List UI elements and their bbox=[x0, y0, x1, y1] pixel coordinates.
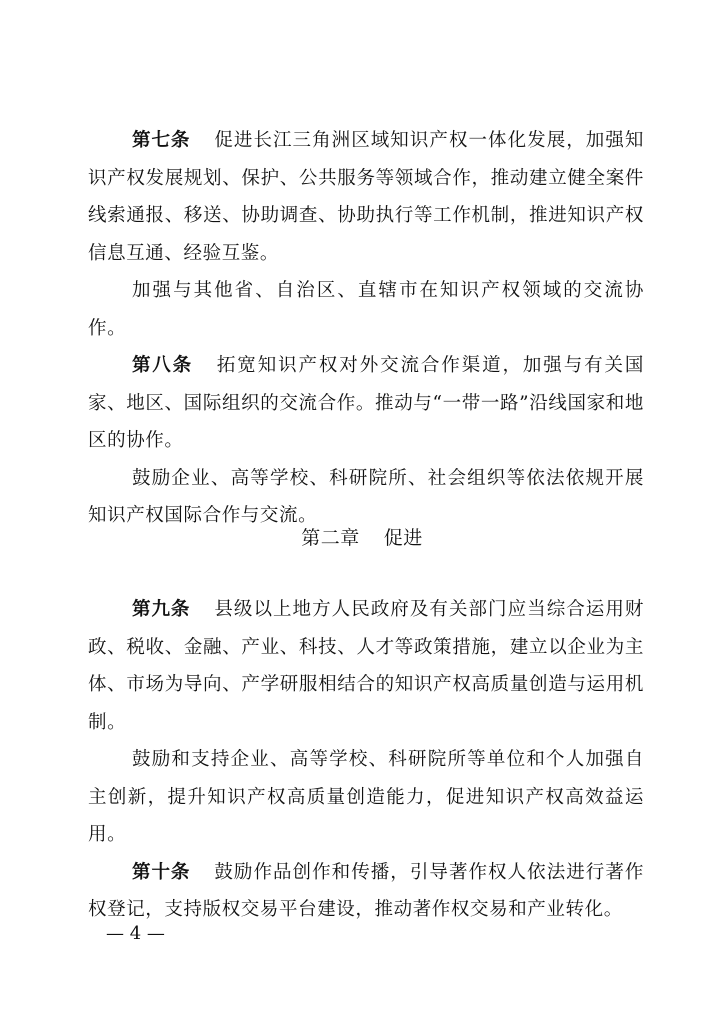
article-7-text: 促进长江三角洲区域知识产权一体化发展，加强知识产权发展规划、保护、公共服务等领域合作，推动建立健全案件线索通报、移送、协助调查、协助执行等工作机制，推进知识产权信息互通、经验互鉴。 bbox=[88, 130, 644, 264]
article-7-paragraph bbox=[88, 122, 644, 272]
chapter-heading bbox=[0, 524, 724, 552]
article-7-title: 第七条 bbox=[132, 130, 191, 151]
chapter-number: 第二章 bbox=[301, 527, 360, 549]
page-number: — 4 — bbox=[106, 923, 165, 944]
article-9-paragraph-2 bbox=[88, 741, 644, 854]
article-8-title: 第八条 bbox=[132, 355, 193, 376]
article-8-text: 拓宽知识产权对外交流合作渠道，加强与有关国家、地区、国际组织的交流合作。推动与“一带一路”沿线国家和地区的协作。 bbox=[88, 355, 644, 451]
article-8-paragraph bbox=[88, 347, 644, 460]
article-9-text-2: 鼓励和支持企业、高等学校、科研院所等单位和个人加强自主创新，提升知识产权高质量创造能力，促进知识产权高效益运用。 bbox=[88, 749, 644, 845]
article-8-text-2: 鼓励企业、高等学校、科研院所、社会组织等依法依规开展知识产权国际合作与交流。 bbox=[88, 467, 644, 526]
article-10-text: 鼓励作品创作和传播，引导著作权人依法进行著作权登记，支持版权交易平台建设，推动著作权交易和产业转化。 bbox=[88, 861, 644, 920]
article-10-paragraph bbox=[88, 854, 644, 929]
article-9-title: 第九条 bbox=[132, 599, 191, 620]
article-10-title: 第十条 bbox=[132, 861, 191, 883]
article-9-text: 县级以上地方人民政府及有关部门应当综合运用财政、税收、金融、产业、科技、人才等政策措施，建立以企业为主体、市场为导向、产学研服相结合的知识产权高质量创造与运用机制。 bbox=[88, 599, 644, 733]
section-bottom-text bbox=[88, 591, 644, 929]
article-7-paragraph-2 bbox=[88, 272, 644, 347]
chapter-title: 促进 bbox=[383, 527, 423, 549]
article-9-paragraph bbox=[88, 591, 644, 741]
article-7-text-2: 加强与其他省、自治区、直辖市在知识产权领域的交流协作。 bbox=[88, 280, 644, 339]
section-top-text bbox=[88, 122, 644, 535]
